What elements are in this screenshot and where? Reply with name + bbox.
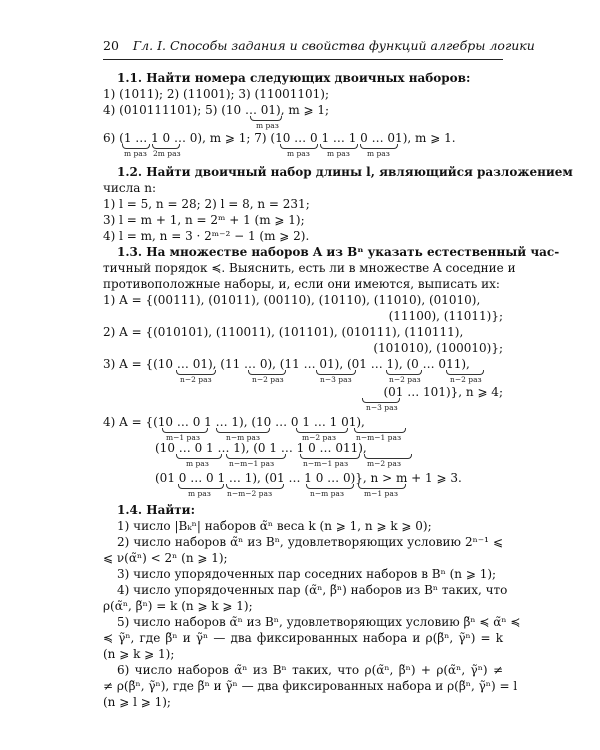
brace-label: n−m−2 раз <box>227 489 273 498</box>
brace-label: m раз <box>367 149 390 158</box>
problem-1-2-item-3: 3) l = m + 1, n = 2ᵐ + 1 (m ⩾ 1); <box>103 213 305 227</box>
brace-label: n−2 раз <box>252 375 284 384</box>
page-number: 20 <box>103 38 119 53</box>
problem-1-2-text: числа n: <box>103 181 157 195</box>
problem-1-4-item-5: 5) число наборов α̃ⁿ из Bⁿ, удовлетворяющих условию β̃ⁿ ≼ α̃ⁿ ≼ <box>117 615 521 629</box>
brace-label: m−2 раз <box>367 459 401 468</box>
running-title: Гл. I. Способы задания и свойства функций алгебры логики <box>132 38 535 53</box>
problem-1-3-item-1: 1) A = {(00111), (01011), (00110), (10110), (11010), (01010), <box>103 293 481 307</box>
problem-1-3-item-1-cont: (11100), (11011)}; <box>388 309 503 323</box>
brace-label: m раз <box>186 459 209 468</box>
brace-label: n−3 раз <box>320 375 352 384</box>
problem-1-3-item-4-cont: (10 … 0 1 … 1), (0 1 … 1 0 … 011), <box>155 441 367 455</box>
brace-label: n−2 раз <box>450 375 482 384</box>
problem-1-4-item-6-cont: (n ⩾ l ⩾ 1); <box>103 695 171 709</box>
problem-1-4-item-5-cont: (n ⩾ k ⩾ 1); <box>103 647 175 661</box>
problem-1-4-item-2-cont: ⩽ ν(α̃ⁿ) < 2ⁿ (n ⩾ 1); <box>103 551 228 565</box>
running-header <box>103 38 535 53</box>
brace-label: n−m раз <box>310 489 344 498</box>
problem-1-3-item-3-cont: (01 … 101)}, n ⩾ 4; <box>383 385 503 399</box>
brace-label: 2m раз <box>153 149 181 158</box>
brace-label: m раз <box>188 489 211 498</box>
brace-label: n−m раз <box>226 433 260 442</box>
problem-1-4-item-3: 3) число упорядоченных пар соседних наборов в Bⁿ (n ⩾ 1); <box>117 567 497 581</box>
problem-1-4-item-1: 1) число |Bₖⁿ| наборов α̃ⁿ веса k (n ⩾ 1, n ⩾ k ⩾ 0); <box>117 519 432 533</box>
brace-label: m раз <box>124 149 147 158</box>
brace-label: n−m−1 раз <box>356 433 402 442</box>
problem-1-3-item-3: 3) A = {(10 … 01), (11 … 0), (11 … 01), (01 … 1), (0 … 011), <box>103 357 470 371</box>
problem-1-4-item-4-cont: ρ(α̃ⁿ, β̃ⁿ) = k (n ⩾ k ⩾ 1); <box>103 599 253 613</box>
problem-1-1-heading: 1.1. Найти номера следующих двоичных наборов: <box>117 71 471 85</box>
brace-label: m раз <box>287 149 310 158</box>
problem-1-3-item-4: 4) A = {(10 … 0 1 … 1), (10 … 0 1 … 1 01), <box>103 415 365 429</box>
problem-1-2-items-1-2: 1) l = 5, n = 28; 2) l = 8, n = 231; <box>103 197 310 211</box>
problem-1-1-items-6-7: 6) (1 … 1 0 … 0), m ⩾ 1; 7) (10 … 0 1 … 1 0 … 01), m ⩾ 1. <box>103 131 456 145</box>
brace-label: n−m−1 раз <box>229 459 275 468</box>
brace-label: m раз <box>327 149 350 158</box>
brace-label: n−2 раз <box>180 375 212 384</box>
problem-1-2-heading: 1.2. Найти двоичный набор длины l, являющийся разложением <box>117 165 573 179</box>
problem-1-4-item-6: 6) число наборов α̃ⁿ из Bⁿ таких, что ρ(α̃ⁿ, β̃ⁿ) + ρ(α̃ⁿ, γ̃ⁿ) ≠ <box>117 663 503 677</box>
brace-label: m раз <box>256 121 279 130</box>
problem-1-4-item-6-cont: ≠ ρ(β̃ⁿ, γ̃ⁿ), где β̃ⁿ и γ̃ⁿ — два фиксированных набора и ρ(β̃ⁿ, γ̃ⁿ) = l <box>103 679 518 693</box>
problem-1-3-item-2: 2) A = {(010101), (110011), (101101), (010111), (110111), <box>103 325 464 339</box>
problem-1-4-item-4: 4) число упорядоченных пар (α̃ⁿ, β̃ⁿ) наборов из Bⁿ таких, что <box>117 583 508 597</box>
problem-1-4-item-2: 2) число наборов α̃ⁿ из Bⁿ, удовлетворяющих условию 2ⁿ⁻¹ ⩽ <box>117 535 503 549</box>
problem-1-3-heading: 1.3. На множестве наборов A из Bⁿ указать естественный час- <box>117 245 560 259</box>
brace-label: m−1 раз <box>364 489 398 498</box>
problem-1-1-items-4-5: 4) (010111101); 5) (10 … 01), m ⩾ 1; <box>103 103 330 117</box>
problem-1-3-item-4-cont: (01 0 … 0 1 … 1), (01 … 1 0 … 0)}, n > m + 1 ⩾ 3. <box>155 471 462 485</box>
problem-1-2-item-4: 4) l = m, n = 3 · 2ᵐ⁻² − 1 (m ⩾ 2). <box>103 229 310 243</box>
problem-1-3-text: тичный порядок ≼. Выяснить, есть ли в множестве A соседние и <box>103 261 516 275</box>
problem-1-3-text: противоположные наборы, и, если они имеются, выписать их: <box>103 277 500 291</box>
problem-1-3-item-2-cont: (101010), (100010)}; <box>373 341 503 355</box>
header-rule <box>103 59 503 60</box>
brace-label: n−3 раз <box>366 403 398 412</box>
problem-1-4-item-5-cont: ≼ γ̃ⁿ, где β̃ⁿ и γ̃ⁿ — два фиксированных набора и ρ(β̃ⁿ, γ̃ⁿ) = k <box>103 631 503 645</box>
brace-label: m−1 раз <box>166 433 200 442</box>
problem-1-4-heading: 1.4. Найти: <box>117 503 196 517</box>
brace-label: m−2 раз <box>302 433 336 442</box>
brace-label: n−2 раз <box>389 375 421 384</box>
problem-1-1-items-1-3: 1) (1011); 2) (11001); 3) (11001101); <box>103 87 330 101</box>
brace-label: n−m−1 раз <box>303 459 349 468</box>
